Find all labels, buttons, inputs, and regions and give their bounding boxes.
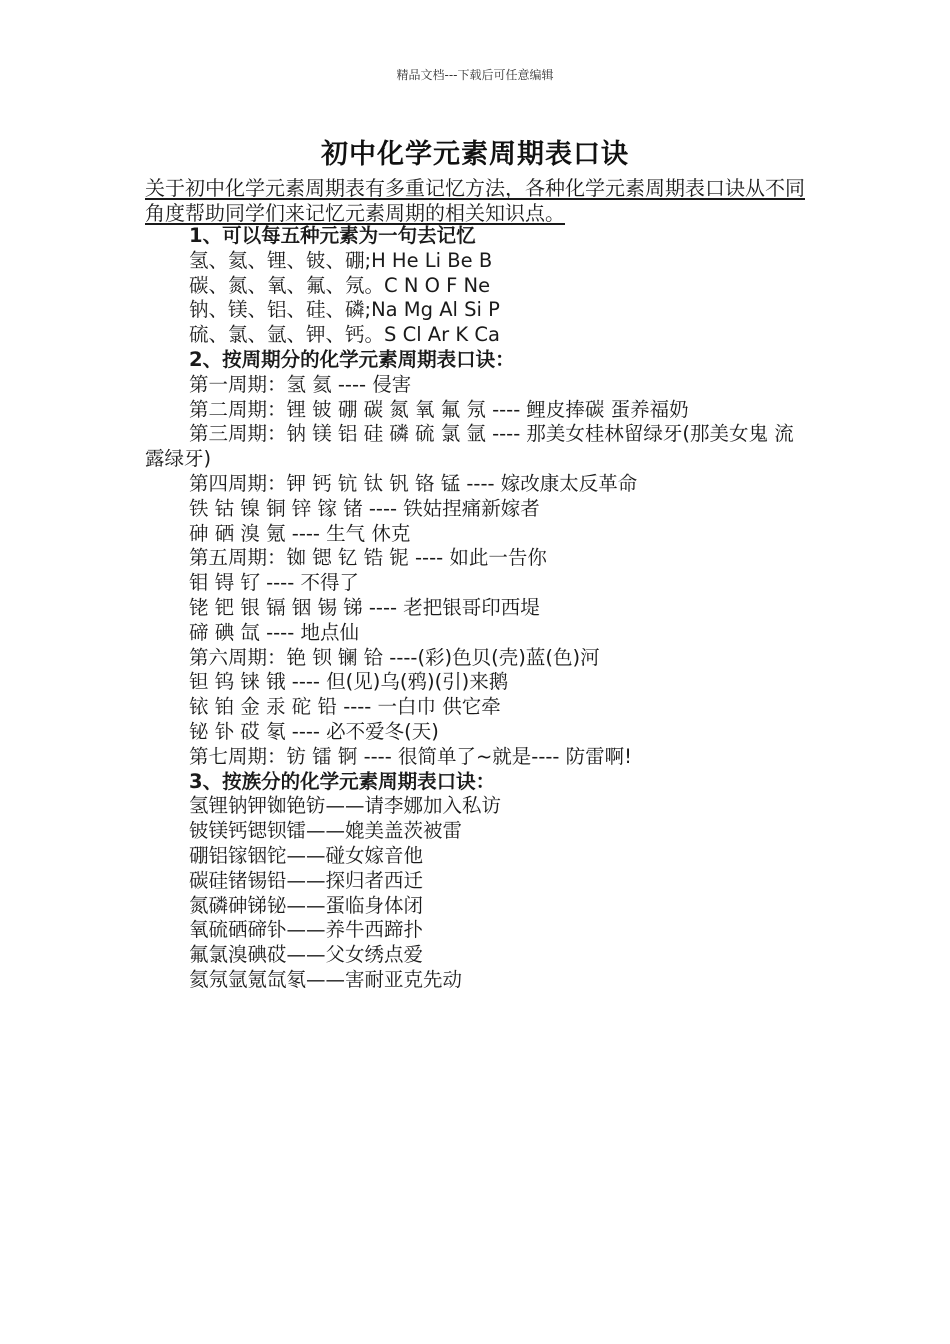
period-6-line: 钽 钨 铼 锇 ---- 但(见)乌(鸦)(引)来鹅: [189, 670, 509, 694]
section-heading-3: 3、按族分的化学元素周期表口诀：: [189, 769, 496, 793]
group-line: 氮磷砷锑铋——蛋临身体闭: [189, 893, 424, 917]
period-1-line: 第一周期：氢 氦 ---- 侵害: [189, 372, 412, 396]
period-6-line: 铋 钋 砹 氡 ---- 必不爱冬(天): [189, 719, 439, 743]
period-5-line: 第五周期：铷 锶 钇 锆 铌 ---- 如此一告你: [189, 546, 547, 570]
period-4-line: 砷 硒 溴 氪 ---- 生气 休克: [189, 521, 411, 545]
group-line: 铍镁钙锶钡镭——媲美盖茨被雷: [189, 819, 463, 843]
group-line: 氧硫硒碲钋——养牛西蹄扑: [189, 918, 424, 942]
period-5-line: 碲 碘 氙 ---- 地点仙: [189, 620, 359, 644]
mnemonic-line: 碳、氮、氧、氟、氖。C N O F Ne: [189, 273, 491, 297]
mnemonic-line: 钠、镁、铝、硅、磷;Na Mg Al Si P: [189, 298, 500, 322]
page-title: 初中化学元素周期表口诀: [321, 139, 629, 170]
section-heading-1: 1、可以每五种元素为一句去记忆: [189, 224, 476, 247]
section-heading-2: 2、按周期分的化学元素周期表口诀：: [189, 347, 515, 371]
intro-paragraph: 关于初中化学元素周期表有多重记忆方法，各种化学元素周期表口诀从不同角度帮助同学们来记忆元素周期的相关知识点。: [145, 176, 805, 225]
group-line: 氦氖氩氪氙氡——害耐亚克先动: [189, 967, 463, 991]
period-4-line: 第四周期：钾 钙 钪 钛 钒 铬 锰 ---- 嫁改康太反革命: [189, 471, 638, 495]
period-6-line: 第六周期：铯 钡 镧 铪 ----(彩)色贝(壳)蓝(色)河: [189, 645, 600, 669]
group-line: 硼铝镓铟铊——碰女嫁音他: [189, 843, 424, 867]
period-4-line: 铁 钴 镍 铜 锌 镓 锗 ---- 铁姑捏痛新嫁者: [189, 496, 540, 520]
mnemonic-line: 硫、氯、氩、钾、钙。S Cl Ar K Ca: [189, 323, 500, 347]
period-5-line: 铑 钯 银 镉 铟 锡 锑 ---- 老把银哥印西堤: [189, 595, 540, 619]
group-line: 碳硅锗锡铅——探归者西迁: [189, 868, 424, 892]
page-header: 精品文档---下载后可任意编辑: [396, 68, 554, 82]
group-line: 氟氯溴碘砹——父女绣点爱: [189, 943, 424, 967]
period-5-line: 钼 锝 钌 ---- 不得了: [189, 571, 359, 595]
group-line: 氢锂钠钾铷铯钫——请李娜加入私访: [189, 794, 502, 818]
period-2-line: 第二周期：锂 铍 硼 碳 氮 氧 氟 氖 ---- 鲤皮捧碳 蛋养福奶: [189, 397, 689, 421]
period-7-line: 第七周期：钫 镭 锕 ---- 很简单了~就是---- 防雷啊!: [189, 744, 632, 768]
period-3-line: 第三周期：钠 镁 铝 硅 磷 硫 氯 氩 ---- 那美女桂林留绿牙(那美女鬼 流露绿牙): [145, 422, 794, 471]
document-body: [145, 224, 810, 993]
mnemonic-line: 氢、氦、锂、铍、硼;H He Li Be B: [189, 248, 493, 272]
period-6-line: 铱 铂 金 汞 砣 铅 ---- 一白巾 供它牵: [189, 695, 501, 719]
